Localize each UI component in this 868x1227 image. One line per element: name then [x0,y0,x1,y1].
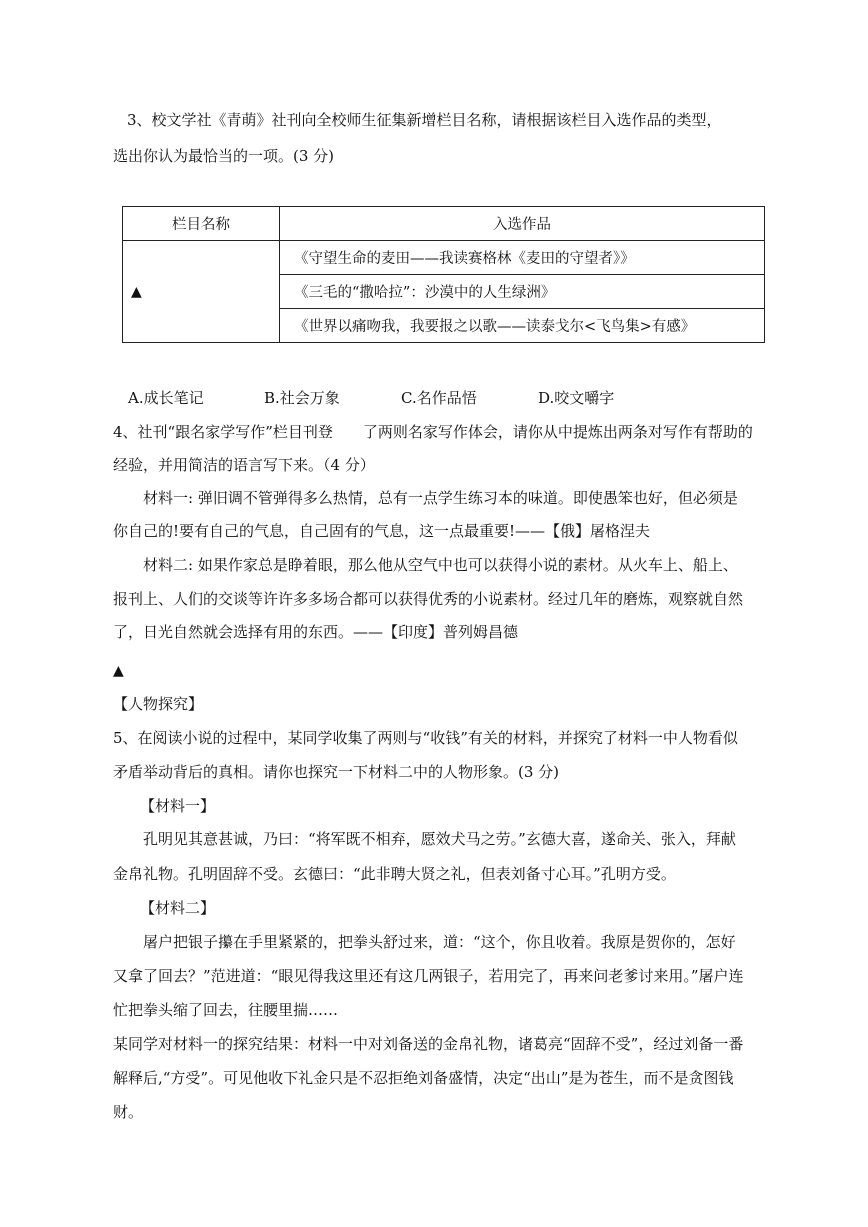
q5-material-1-line-1: 孔明见其意甚诚，乃曰：“将军既不相弃，愿效犬马之劳。”玄德大喜，遂命关、张入，拜献 [143,830,736,848]
q5-line-1: 5、在阅读小说的过程中，某同学收集了两则与“收钱”有关的材料，并探究了材料一中人物看似 [113,729,738,747]
answer-triangle-icon: ▲ [113,663,124,679]
work-cell: 《三毛的“撒哈拉”：沙漠中的人生绿洲》 [280,275,765,309]
q5-result-line-2: 解释后,“方受”。可见他收下礼金只是不忍拒绝刘备盛情，决定“出山”是为苍生，而不是贪图钱 [113,1069,734,1087]
q3-line-2: 选出你认为最恰当的一项。(3 分) [113,147,335,165]
section-title: 【人物探究】 [113,695,204,713]
q5-material-2-line-2: 又拿了回去？”范进道：“眼见得我这里还有这几两银子，若用完了，再来问老爹讨来用。”屠户连 [113,967,744,985]
work-cell: 《世界以痛吻我，我要报之以歌——读泰戈尔<飞鸟集>有感》 [280,309,765,343]
q4-material-2-line-2: 报刊上、人们的交谈等许许多多场合都可以获得优秀的小说素材。经过几年的磨炼，观察就自然 [113,590,744,608]
q5-material-2-title: 【材料二】 [140,899,216,917]
column-table [122,206,765,343]
option-d: D.咬文嚼字 [538,389,615,407]
q5-material-2-line-3: 忙把拳头缩了回去，往腰里揣…… [113,1001,339,1019]
q5-material-2-line-1: 屠户把银子攥在手里紧紧的，把拳头舒过来，道：“这个，你且收着。我原是贺你的，怎好 [143,933,736,951]
q5-result-line-1: 某同学对材料一的探究结果：材料一中对刘备送的金帛礼物，诸葛亮“固辞不受”，经过刘备一番 [113,1035,744,1053]
table-row [123,241,765,275]
option-a: A.成长笔记 [128,389,204,407]
blank-cell [123,241,280,343]
triangle-marker-icon: ▲ [131,283,142,300]
q4-material-1-line-2: 你自己的!要有自己的气息，自己固有的气息，这一点最重要!——【俄】屠格涅夫 [113,522,651,540]
q4-line-2: 经验，并用简洁的语言写下来。（4 分） [113,456,375,474]
q3-line-1: 3、校文学社《青萌》社刊向全校师生征集新增栏目名称，请根据该栏目入选作品的类型， [127,111,722,129]
q4-line-1: 4、社刊“跟名家学写作”栏目刊登 了两则名家写作体会，请你从中提炼出两条对写作有帮助的 [113,423,753,441]
header-selected-works: 入选作品 [280,207,765,241]
q5-result-line-3: 财。 [113,1103,144,1121]
table-header-row [123,207,765,241]
q5-material-1-line-2: 金帛礼物。孔明固辞不受。玄德曰：“此非聘大贤之礼，但表刘备寸心耳。”孔明方受。 [113,865,676,883]
work-cell: 《守望生命的麦田——我读赛格林《麦田的守望者》》 [280,241,765,275]
q4-material-2-line-1: 材料二: 如果作家总是睁着眼，那么他从空气中也可以获得小说的素材。从火车上、船上、 [143,556,738,574]
option-b: B.社会万象 [264,389,340,407]
q5-material-1-title: 【材料一】 [140,797,216,815]
option-c: C.名作品悟 [401,389,477,407]
q4-material-2-line-3: 了，日光自然就会选择有用的东西。——【印度】普列姆昌德 [113,623,519,641]
header-column-name: 栏目名称 [123,207,280,241]
q5-line-2: 矛盾举动背后的真相。请你也探究一下材料二中的人物形象。(3 分) [113,763,560,781]
q4-material-1-line-1: 材料一: 弹旧调不管弹得多么热情，总有一点学生练习本的味道。即使愚笨也好，但必须是 [143,489,738,507]
